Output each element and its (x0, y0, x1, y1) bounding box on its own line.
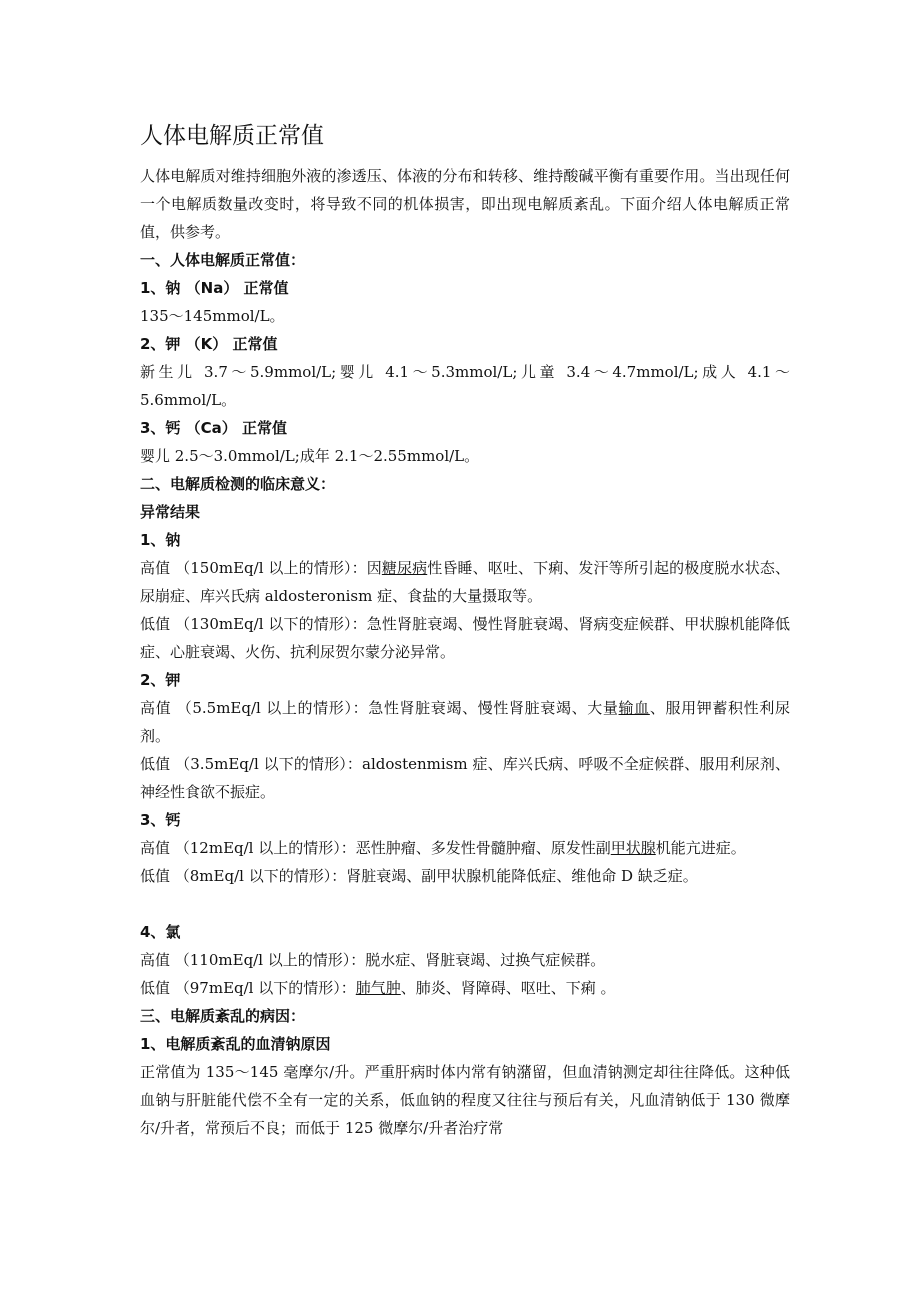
document-title: 人体电解质正常值 (140, 123, 324, 149)
na-low-paragraph: 低值 （130mEq/l 以下的情形）：急性肾脏衰竭、慢性肾脏衰竭、肾病变症候群、甲状腺机能降低症、心脏衰竭、火伤、抗利尿贺尔蒙分泌异常。 (140, 615, 790, 661)
k-heading: 2、钾 (140, 671, 181, 689)
na-high-text-a: 高值 （150mEq/l 以上的情形）：因 (140, 559, 382, 577)
na-high-paragraph (140, 554, 790, 610)
section2-heading: 二、电解质检测的临床意义： (140, 475, 336, 493)
k-high-text-b: 、服用钾蓄积性利尿剂。 (140, 699, 790, 745)
section1-heading: 一、人体电解质正常值： (140, 251, 306, 269)
emphysema-link[interactable]: 肺气肿 (355, 979, 401, 997)
cl-heading: 4、氯 (140, 923, 181, 941)
cl-low-text-b: 、肺炎、肾障碍、呕吐、下痢 。 (400, 979, 616, 997)
sodium-cause-paragraph: 正常值为 135～145 毫摩尔/升。严重肝病时体内常有钠潴留，但血清钠测定却往往降低。这种低血钠与肝脏能代偿不全有一定的关系，低血钠的程度又往往与预后有关，凡血清钠低于 130 微摩尔/升者，常预后不良；而低于 125 微摩尔/升者治疗常 (140, 1063, 790, 1137)
thyroid-link[interactable]: 甲状腺 (610, 839, 656, 857)
document-page (140, 118, 790, 1142)
k-high-paragraph (140, 694, 790, 750)
ca-low-paragraph: 低值 （8mEq/l 以下的情形）：肾脏衰竭、副甲状腺机能降低症、维他命 D 缺乏症。 (140, 867, 698, 885)
na-heading: 1、钠 (140, 531, 181, 549)
ca-normal-heading: 3、钙 （Ca） 正常值 (140, 419, 288, 437)
cl-high-paragraph: 高值 （110mEq/l 以上的情形）：脱水症、肾脏衰竭、过换气症候群。 (140, 951, 606, 969)
k-normal-heading: 2、钾 （K） 正常值 (140, 335, 278, 353)
na-high-text-b: 性昏睡、呕吐、下痢、发汗等所引起的极度脱水状态、尿崩症、库兴氏病 aldosteronism 症、食盐的大量摄取等。 (140, 559, 790, 605)
na-normal-heading: 1、钠 （Na） 正常值 (140, 279, 289, 297)
cl-low-text-a: 低值 （97mEq/l 以下的情形）： (140, 979, 356, 997)
blank-line (140, 890, 790, 918)
transfusion-link[interactable]: 输血 (618, 699, 650, 717)
ca-high-text-a: 高值 （12mEq/l 以上的情形）：恶性肿瘤、多发性骨髓肿瘤、原发性副 (140, 839, 611, 857)
intro-paragraph: 人体电解质对维持细胞外液的渗透压、体液的分布和转移、维持酸碱平衡有重要作用。当出现任何一个电解质数量改变时，将导致不同的机体损害，即出现电解质紊乱。下面介绍人体电解质正常值，供参考。 (140, 167, 790, 241)
ca-heading: 3、钙 (140, 811, 181, 829)
abnormal-results-heading: 异常结果 (140, 503, 201, 521)
sodium-cause-heading: 1、电解质紊乱的血清钠原因 (140, 1035, 331, 1053)
k-low-paragraph: 低值 （3.5mEq/l 以下的情形）：aldostenmism 症、库兴氏病、呼吸不全症候群、服用利尿剂、神经性食欲不振症。 (140, 755, 790, 801)
ca-normal-value: 婴儿 2.5～3.0mmol/L;成年 2.1～2.55mmol/L。 (140, 447, 480, 465)
ca-high-paragraph (140, 834, 790, 862)
na-normal-value: 135～145mmol/L。 (140, 307, 285, 325)
k-high-text-a: 高值 （5.5mEq/l 以上的情形）：急性肾脏衰竭、慢性肾脏衰竭、大量 (140, 699, 619, 717)
ca-high-text-b: 机能亢进症。 (655, 839, 746, 857)
cl-low-paragraph (140, 974, 790, 1002)
k-normal-value: 新生儿 3.7～5.9mmol/L;婴儿 4.1～5.3mmol/L;儿童 3.4～4.7mmol/L;成人 4.1～5.6mmol/L。 (140, 363, 790, 409)
section3-heading: 三、电解质紊乱的病因： (140, 1007, 306, 1025)
diabetes-link[interactable]: 糖尿病 (381, 559, 428, 577)
